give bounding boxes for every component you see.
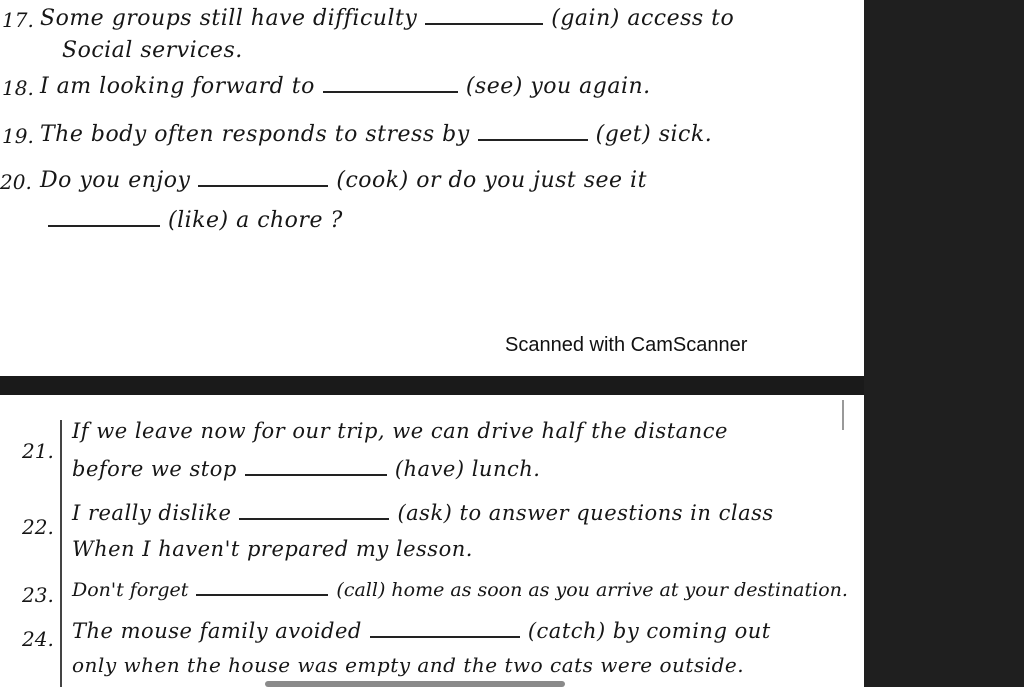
item-18-text-a: I am looking forward to xyxy=(40,74,315,99)
item-17-text-a: Some groups still have difficulty xyxy=(40,6,418,31)
item-18-line-1 xyxy=(40,74,651,99)
item-24-line-2: only when the house was empty and the two cats were outside. xyxy=(72,653,745,677)
item-22-blank xyxy=(239,517,389,520)
item-24-number: 24. xyxy=(22,627,54,651)
item-22-number: 22. xyxy=(22,515,54,539)
item-21-number: 21. xyxy=(22,439,54,463)
item-21-line-1: If we leave now for our trip, we can drive half the distance xyxy=(72,419,728,443)
horizontal-scrollbar[interactable] xyxy=(265,681,565,687)
item-20-line-2 xyxy=(48,208,343,233)
item-20-line-1 xyxy=(40,168,647,193)
item-24-text-b: (catch) by coming out xyxy=(527,619,771,643)
item-24-blank xyxy=(370,635,520,638)
item-20-text-b: (cook) or do you just see it xyxy=(336,168,647,193)
item-23-number: 23. xyxy=(22,583,54,607)
item-23-text-a: Don't forget xyxy=(72,579,189,601)
item-22-text-a: I really dislike xyxy=(72,501,232,525)
item-21-text-a: before we stop xyxy=(72,457,237,481)
item-24-line-1 xyxy=(72,619,771,643)
item-19-text-a: The body often responds to stress by xyxy=(40,122,470,147)
left-margin-rule xyxy=(60,420,62,687)
item-24-text-a: The mouse family avoided xyxy=(72,619,362,643)
scanned-page-bottom xyxy=(0,395,864,687)
item-19-blank xyxy=(478,138,588,141)
item-17-number: 17. xyxy=(2,8,34,32)
camscanner-footer: Scanned with CamScanner xyxy=(505,334,748,356)
item-17-line-1 xyxy=(40,6,734,31)
item-18-number: 18. xyxy=(2,76,34,100)
item-23-line-1 xyxy=(72,579,848,601)
item-20-blank-2 xyxy=(48,224,160,227)
item-22-text-b: (ask) to answer questions in class xyxy=(397,501,774,525)
item-19-number: 19. xyxy=(2,124,34,148)
right-margin-rule xyxy=(842,400,844,430)
scanned-page-top xyxy=(0,0,864,376)
dark-side-band xyxy=(864,0,1024,687)
item-21-blank xyxy=(245,473,387,476)
item-20-number: 20. xyxy=(0,170,32,194)
item-23-blank xyxy=(196,593,328,596)
item-20-text-c: (like) a chore ? xyxy=(168,208,343,233)
item-20-blank-1 xyxy=(198,184,328,187)
item-21-line-2 xyxy=(72,457,540,481)
item-17-text-b: (gain) access to xyxy=(551,6,735,31)
item-21-text-b: (have) lunch. xyxy=(394,457,541,481)
item-17-blank xyxy=(425,22,543,25)
item-23-text-b: (call) home as soon as you arrive at your destination. xyxy=(336,579,848,601)
item-17-line-2: Social services. xyxy=(62,38,243,63)
item-18-blank xyxy=(323,90,458,93)
item-18-text-b: (see) you again. xyxy=(465,74,651,99)
item-22-line-2: When I haven't prepared my lesson. xyxy=(72,537,473,561)
item-19-text-b: (get) sick. xyxy=(595,122,713,147)
item-19-line-1 xyxy=(40,122,712,147)
item-20-text-a: Do you enjoy xyxy=(40,168,191,193)
page-gap xyxy=(0,376,864,395)
item-22-line-1 xyxy=(72,501,774,525)
